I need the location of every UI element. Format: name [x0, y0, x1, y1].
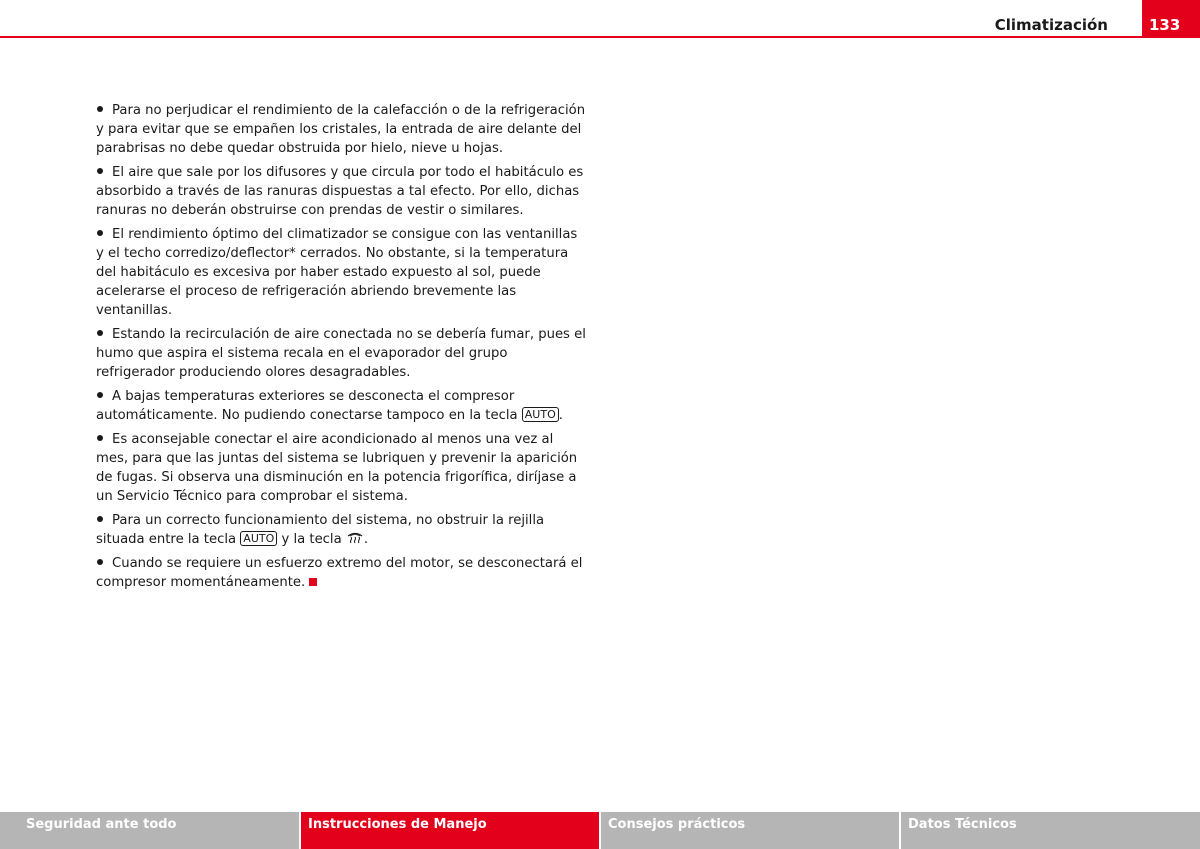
paragraph-text: Para un correcto funcionamiento del sistema, no obstruir la rejilla situada entre la tecla: [96, 513, 545, 547]
bullet-icon: [97, 435, 103, 441]
bullet-paragraph-1: [96, 101, 586, 158]
paragraph-text: El rendimiento óptimo del climatizador se consigue con las ventanillas y el techo corredizo/deflector* cerrados. No obstante, si la temperatura del habitáculo es excesiva por haber estado expuesto al sol, puede acelerarse el proceso de refrigeración abriendo brevemente las ventanillas.: [96, 227, 578, 318]
bullet-icon: [97, 516, 103, 522]
section-title: Climatización: [994, 16, 1108, 34]
auto-key: AUTO: [240, 531, 277, 546]
auto-key: AUTO: [522, 407, 559, 422]
bullet-icon: [97, 559, 103, 565]
bullet-icon: [97, 168, 103, 174]
bullet-icon: [97, 106, 103, 112]
bullet-paragraph-8: [96, 554, 586, 592]
bullet-paragraph-7: [96, 511, 586, 549]
tab-instrucciones-de-manejo[interactable]: Instrucciones de Manejo: [301, 812, 599, 849]
bullet-icon: [97, 230, 103, 236]
bullet-paragraph-2: [96, 163, 586, 220]
section-end-mark: [309, 578, 317, 586]
bullet-paragraph-4: [96, 325, 586, 382]
tab-datos-tecnicos[interactable]: Datos Técnicos: [901, 812, 1200, 849]
bullet-paragraph-3: [96, 225, 586, 320]
paragraph-text: Para no perjudicar el rendimiento de la calefacción o de la refrigeración y para evitar que se empañen los cristales, la entrada de aire delante del parabrisas no debe quedar obstruida por hielo, nieve u hojas.: [96, 103, 586, 156]
paragraph-text: A bajas temperaturas exteriores se desconecta el compresor automáticamente. No pudiendo conectarse tampoco en la tecla: [96, 389, 518, 423]
paragraph-text-end: .: [558, 408, 563, 423]
page-number: 133: [1149, 16, 1181, 34]
bullet-icon: [97, 392, 103, 398]
paragraph-text-end: .: [363, 532, 369, 547]
footer-nav: [0, 812, 1200, 849]
paragraph-text: El aire que sale por los difusores y que circula por todo el habitáculo es absorbido a través de las ranuras dispuestas a tal efecto. Por ello, dichas ranuras no deberán obstruirse con prendas de vestir o similares.: [96, 165, 584, 218]
paragraph-text: Estando la recirculación de aire conectada no se debería fumar, pues el humo que aspira el sistema recala en el evaporador del grupo refrigerador produciendo olores desagradables.: [96, 327, 586, 380]
bullet-icon: [97, 330, 103, 336]
paragraph-text: Es aconsejable conectar el aire acondicionado al menos una vez al mes, para que las juntas del sistema se lubriquen y prevenir la aparición de fugas. Si observa una disminución en la potencia frigorífica, diríjase a un Servicio Técnico para comprobar el sistema.: [96, 432, 578, 504]
paragraph-text: Cuando se requiere un esfuerzo extremo del motor, se desconectará el compresor momentáneamente.: [96, 556, 583, 590]
tab-consejos-practicos[interactable]: Consejos prácticos: [601, 812, 899, 849]
header-rule: [0, 36, 1200, 38]
bullet-paragraph-5: [96, 387, 586, 425]
paragraph-text-middle: y la tecla: [281, 532, 342, 547]
bullet-paragraph-6: [96, 430, 586, 506]
defrost-icon: [346, 531, 364, 544]
tab-seguridad-ante-todo[interactable]: Seguridad ante todo: [0, 812, 299, 849]
main-content: [96, 101, 586, 597]
